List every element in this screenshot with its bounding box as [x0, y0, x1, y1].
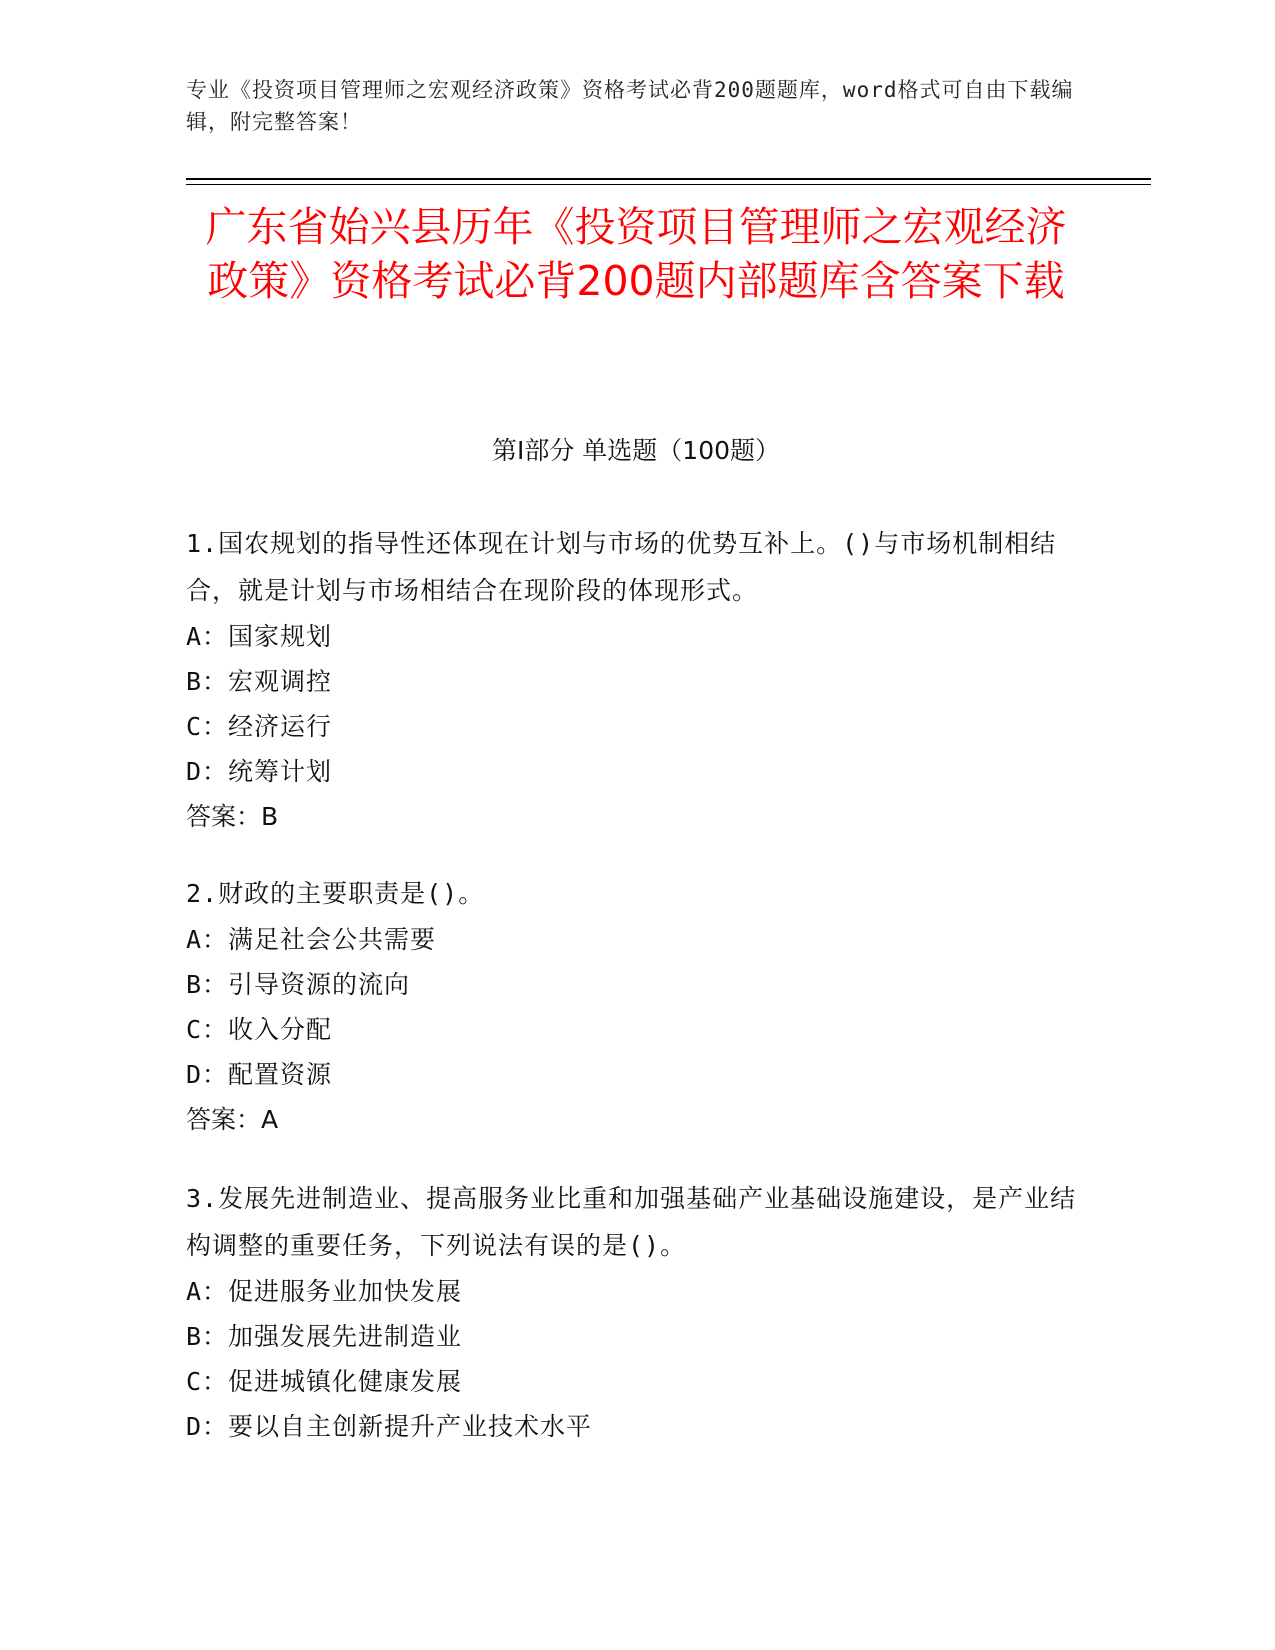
option-b: B：宏观调控 [186, 667, 333, 696]
option-d: D：要以自主创新提升产业技术水平 [186, 1412, 593, 1441]
question-2 [186, 870, 1086, 1143]
question-stem: 3.发展先进制造业、提高服务业比重和加强基础产业基础设施建设，是产业结构调整的重要任务，下列说法有误的是()。 [186, 1184, 1077, 1260]
question-3 [186, 1175, 1086, 1449]
option-c: C：促进城镇化健康发展 [186, 1367, 463, 1396]
question-stem: 1.国农规划的指导性还体现在计划与市场的优势互补上。()与市场机制相结合，就是计划与市场相结合在现阶段的体现形式。 [186, 529, 1057, 605]
option-d: D：配置资源 [186, 1060, 333, 1089]
header-rule-thin [186, 184, 1151, 185]
header-note: 专业《投资项目管理师之宏观经济政策》资格考试必背200题题库，word格式可自由下载编辑，附完整答案！ [186, 78, 1074, 134]
answer: 答案：A [186, 1105, 279, 1134]
option-c: C：收入分配 [186, 1015, 333, 1044]
header-rule-thick [186, 178, 1151, 180]
option-a: A：促进服务业加快发展 [186, 1277, 463, 1306]
option-b: B：引导资源的流向 [186, 970, 411, 999]
option-d: D：统筹计划 [186, 757, 333, 786]
document-title: 广东省始兴县历年《投资项目管理师之宏观经济政策》资格考试必背200题内部题库含答案下载 [205, 203, 1067, 305]
question-stem: 2.财政的主要职责是()。 [186, 879, 485, 908]
option-b: B：加强发展先进制造业 [186, 1322, 463, 1351]
option-c: C：经济运行 [186, 712, 333, 741]
option-a: A：满足社会公共需要 [186, 925, 437, 954]
question-1 [186, 520, 1086, 840]
answer: 答案：B [186, 802, 279, 831]
option-a: A：国家规划 [186, 622, 333, 651]
section-title: 第Ⅰ部分 单选题（100题） [491, 436, 781, 465]
